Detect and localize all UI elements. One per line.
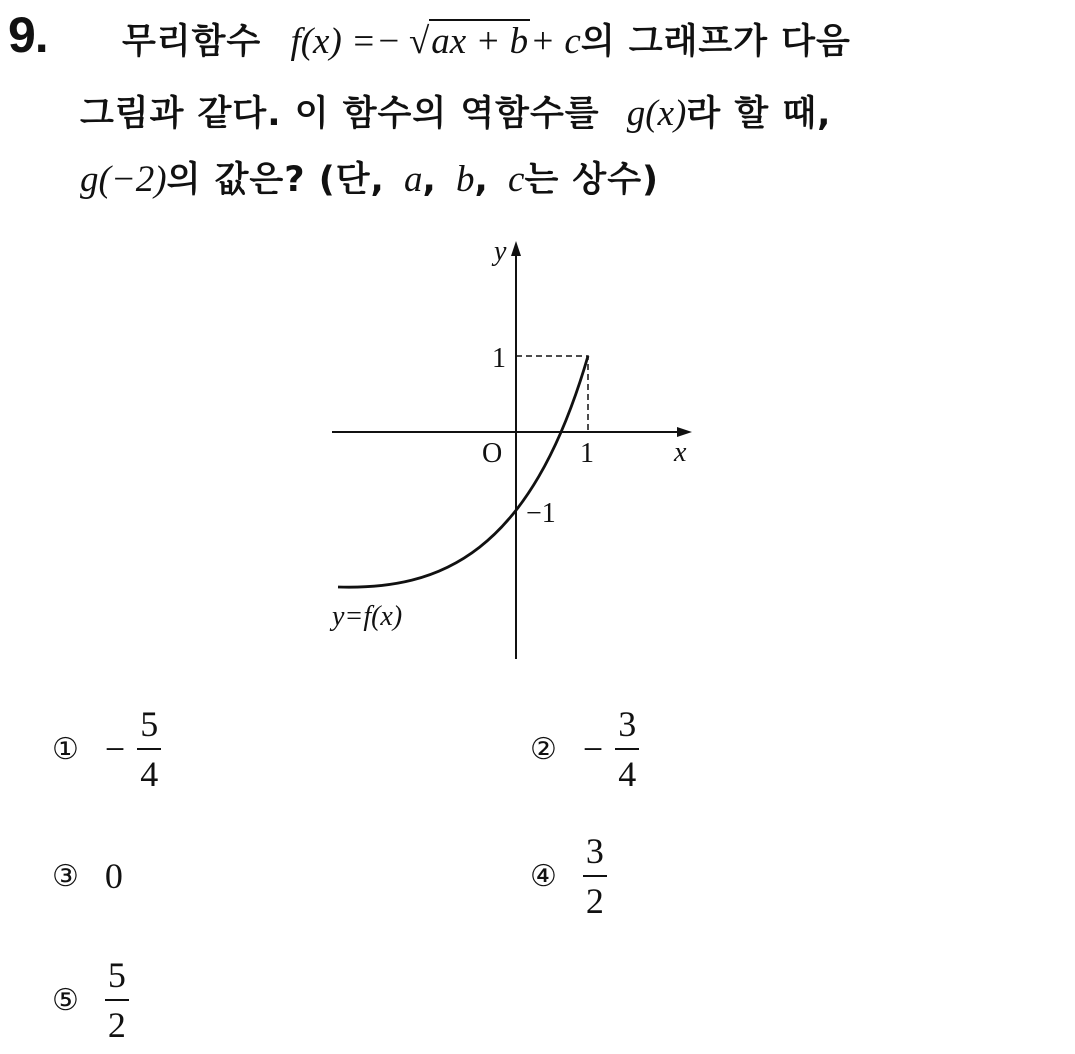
sqrt-symbol: √	[408, 21, 430, 62]
function-definition	[290, 21, 580, 62]
inverse-function-value: g(−2)	[80, 159, 167, 200]
choice-4[interactable]	[530, 833, 607, 919]
question-text-line2-lead: 그림과 같다. 이 함수의 역함수를	[80, 94, 600, 134]
x-axis-arrow-icon	[677, 427, 692, 437]
question-text-line3-a: 의 값은? (단,	[166, 160, 385, 200]
choice-fraction	[105, 957, 129, 1043]
choice-3[interactable]	[52, 855, 123, 897]
x-tick-label-1: 1	[580, 438, 594, 469]
fraction-denominator: 2	[107, 1005, 126, 1045]
constant-c: c	[508, 159, 525, 200]
constant-a: a	[404, 159, 423, 200]
choice-5[interactable]	[52, 957, 129, 1043]
separator-1: ,	[422, 160, 437, 200]
constant-b: b	[456, 159, 475, 200]
question-text-tail: 의 그래프가 다음	[580, 22, 851, 62]
choice-value: 0	[104, 856, 123, 896]
fraction-numerator: 5	[105, 957, 129, 1001]
curve-label: y=f(x)	[332, 601, 403, 632]
choice-marker: ③	[52, 858, 79, 894]
question-number: 9.	[8, 7, 48, 63]
origin-label: O	[482, 438, 503, 469]
sqrt-radicand: ax + b	[431, 21, 529, 62]
fraction-numerator: 3	[583, 833, 607, 877]
y-axis-arrow-icon	[511, 241, 521, 256]
choice-marker: ⑤	[52, 982, 79, 1018]
question-text-line2-tail: 라 할 때,	[686, 94, 832, 134]
fraction-numerator: 3	[615, 706, 639, 750]
formula-prefix: f(x) =−	[290, 21, 401, 62]
choice-fraction	[615, 706, 639, 792]
fraction-denominator: 4	[140, 754, 159, 794]
choice-2[interactable]	[530, 706, 639, 792]
question-line-2	[80, 86, 831, 136]
fraction-denominator: 4	[618, 754, 637, 794]
choice-fraction	[583, 833, 607, 919]
y-tick-label-neg1: −1	[526, 498, 556, 529]
choice-fraction	[137, 706, 161, 792]
y-tick-label-1: 1	[492, 343, 506, 374]
choice-sign: −	[582, 729, 604, 769]
function-graph	[320, 225, 710, 665]
y-axis-label: y	[494, 236, 507, 267]
choice-marker: ①	[52, 731, 79, 767]
choice-1[interactable]	[52, 706, 161, 792]
function-curve	[338, 356, 588, 587]
x-axis-label: x	[674, 437, 687, 468]
question-line-3	[80, 152, 659, 202]
formula-suffix: + c	[530, 21, 581, 62]
question-text-lead: 무리함수	[122, 22, 262, 62]
fraction-denominator: 2	[585, 881, 604, 921]
separator-2: ,	[474, 160, 489, 200]
fraction-numerator: 5	[137, 706, 161, 750]
inverse-function-label: g(x)	[626, 93, 687, 134]
question-text-line3-tail: 는 상수)	[524, 160, 660, 200]
choice-marker: ④	[530, 858, 557, 894]
question-line-1	[122, 14, 851, 64]
choice-sign: −	[104, 729, 126, 769]
choice-marker: ②	[530, 731, 557, 767]
